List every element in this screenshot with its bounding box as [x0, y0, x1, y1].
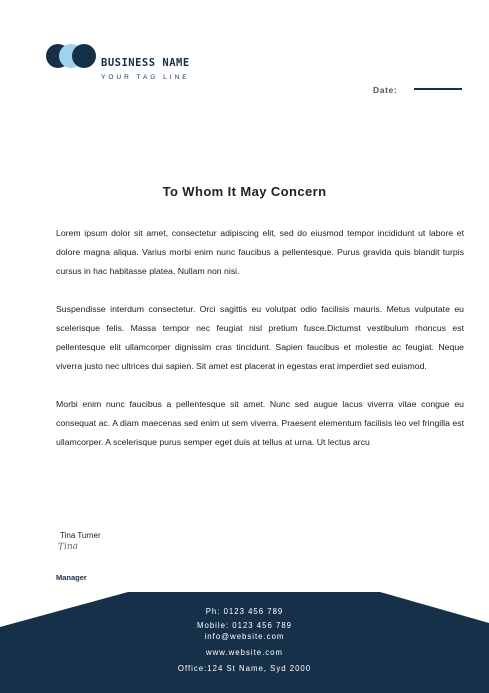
footer-phone: Ph: 0123 456 789 — [205, 607, 284, 616]
letter-body — [56, 224, 464, 471]
signature-handwriting: Tina — [57, 541, 79, 553]
letter-title: To Whom It May Concern — [162, 184, 327, 199]
footer-mobile: Mobile: 0123 456 789 — [197, 621, 292, 630]
paragraph-2: Suspendisse interdum consectetur. Orci sagittis eu volutpat odio facilisis mauris. Metus vulputate eu scelerisque felis. Massa tempor nec feugiat nisl pretium fusce.Dictumst vestibulum rhoncus est pellentesque elit ullamcorper dignissim cras tincidunt. Sapien faucibus et molestie ac feugiat. Neque viverra justo nec ultrices dui sapien. Sit amet est placerat in egestas erat imperdiet sed euismod. — [56, 304, 464, 371]
brand-name: BUSINESS NAME — [101, 57, 190, 69]
company-logo — [46, 44, 98, 68]
signature-role: Manager — [56, 573, 87, 582]
tagline: YOUR TAG LINE — [101, 74, 190, 81]
signature-name: Tina Turner — [60, 531, 101, 540]
footer-office: Office:124 St Name, Syd 2000 — [177, 664, 312, 673]
paragraph-3: Morbi enim nunc faucibus a pellentesque sit amet. Nunc sed augue lacus viverra vitae congue eu consequat ac. A diam maecenas sed enim ut sem viverra. Praesent elementum facilisis leo vel fringilla est ullamcorper. A scelerisque purus semper eget duis at tellus at urna. Ut lectus arcu — [56, 399, 464, 447]
paragraph-1: Lorem ipsum dolor sit amet, consectetur adipiscing elit, sed do eiusmod tempor incididunt ut labore et dolore magna aliqua. Varius morbi enim nunc faucibus a pellentesque. Purus gravida quis blandit turpis cursus in hac habitasse platea. Nullam non nisi. — [56, 228, 464, 276]
footer-website[interactable]: www.website.com — [206, 648, 283, 657]
footer-email[interactable]: info@website.com — [204, 632, 285, 641]
logo-circle-right — [72, 44, 96, 68]
date-field-line[interactable] — [414, 88, 462, 90]
date-label: Date: — [373, 85, 398, 95]
